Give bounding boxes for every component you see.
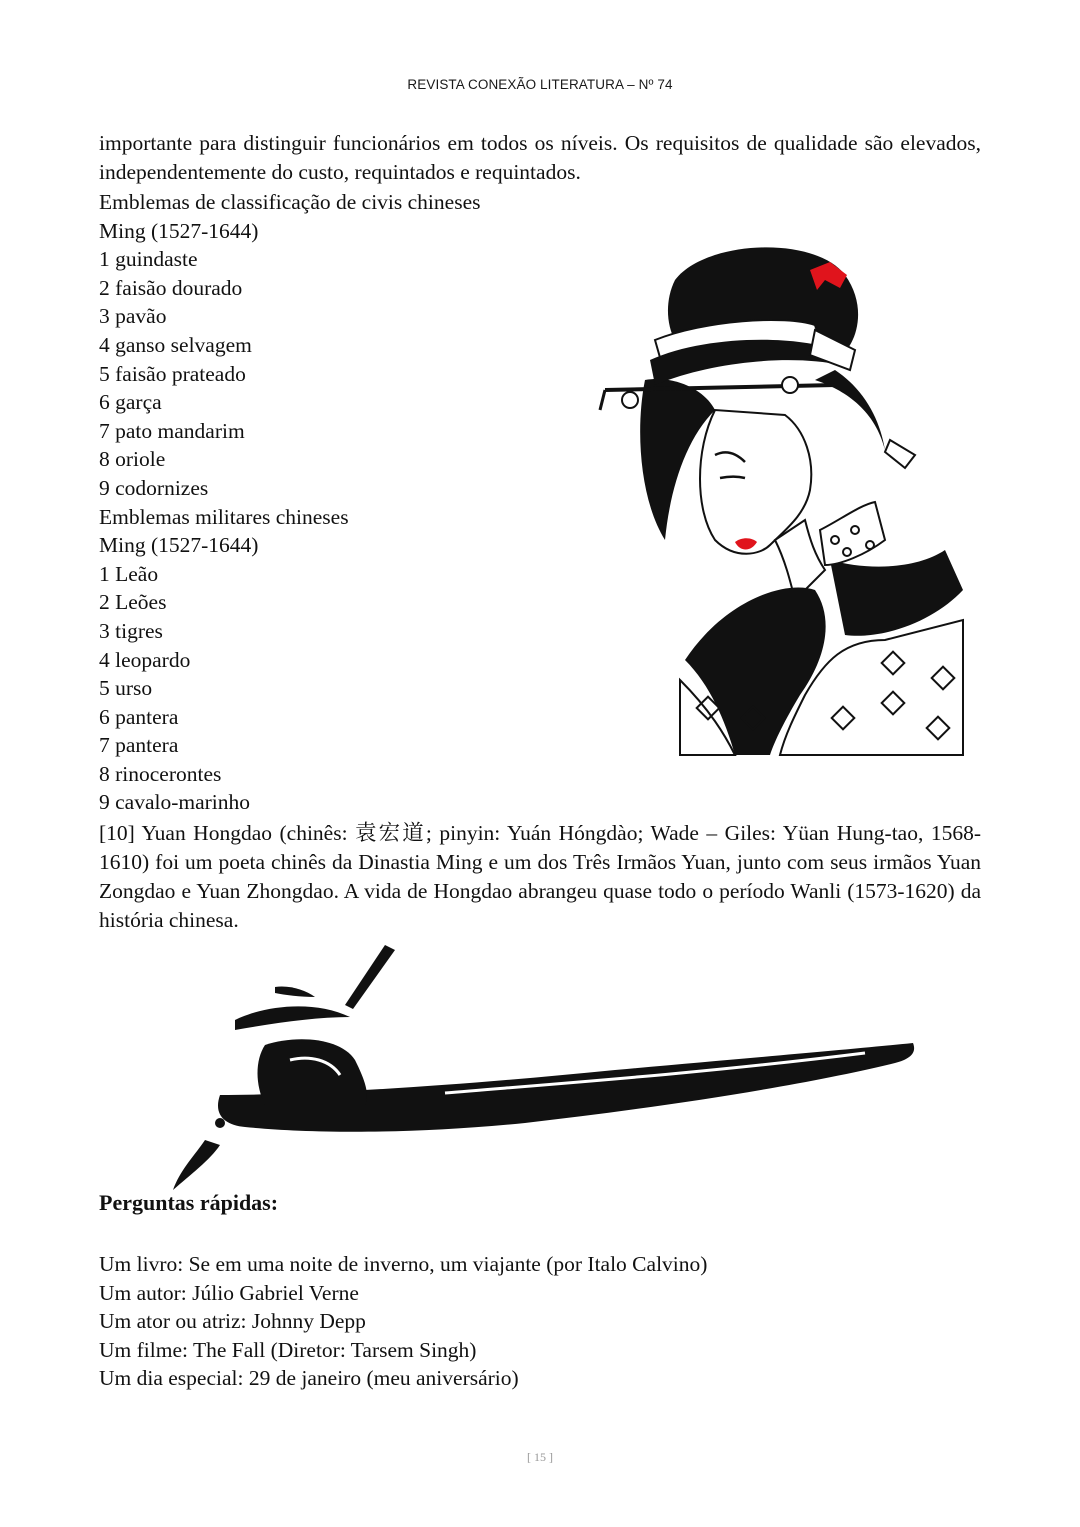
list-item: 1 guindaste [99,247,198,272]
list-item: Um livro: Se em uma noite de inverno, um viajante (por Italo Calvino) [99,1252,708,1276]
list-item: 9 codornizes [99,475,209,500]
list-item: 5 urso [99,676,153,701]
military-list-heading: Emblemas militares chineses [99,504,349,529]
list-item: Um ator ou atriz: Johnny Depp [99,1309,366,1334]
list-item: Um filme: The Fall (Diretor: Tarsem Singh) [99,1337,477,1362]
geisha-illustration [585,240,965,760]
list-item: 9 cavalo-marinho [99,790,251,815]
list-item: 3 pavão [99,304,167,329]
civil-list-period: Ming (1527-1644) [99,218,259,243]
list-item: 4 ganso selvagem [99,332,252,357]
page-number: [ 15 ] [527,1450,553,1464]
list-item: 3 tigres [99,618,163,643]
civil-list-heading: Emblemas de classificação de civis chineses [99,190,481,214]
list-item: 6 pantera [99,704,179,729]
quick-questions-heading: Perguntas rápidas: [99,1190,279,1215]
list-item: Um dia especial: 29 de janeiro (meu aniversário) [99,1366,519,1391]
ink-splash [173,1140,220,1190]
list-item: 4 leopardo [99,647,191,672]
list-item: 6 garça [99,390,162,415]
list-item: 7 pantera [99,733,179,758]
boatman-body [258,1039,367,1105]
list-item: 5 faisão prateado [99,361,246,386]
ink-boat-illustration [165,945,925,1195]
emblem-lists [99,188,599,817]
list-item: 8 oriole [99,447,166,472]
list-item: 7 pato mandarim [99,418,245,443]
intro-paragraph: importante para distinguir funcionários em todos os níveis. Os requisitos de qualidade são elevados, independentemente do custo, requintados e requintados. [99,131,981,184]
list-item: 8 rinocerontes [99,761,222,786]
boatman-hat [235,1006,350,1030]
hair-right [815,370,885,450]
list-item: 1 Leão [99,561,159,586]
oar [345,945,395,1009]
hair-pin [605,385,835,390]
quick-questions-list [99,1250,707,1393]
list-item: 2 faisão dourado [99,275,243,300]
footnote-paragraph: [10] Yuan Hongdao (chinês: 袁宏道; pinyin: Yuán Hóngdào; Wade – Giles: Yüan Hung-tao, 1568-1610) foi um poeta chinês da Dinastia Ming e um dos Três Irmãos Yuan, junto com seus irmãos Yuan Zongdao e Yuan Zhongdao. A vida de Hongdao abrangeu quase todo o período Wanli (1573-1620) da história chinesa. [99,821,981,932]
list-item: 2 Leões [99,590,167,615]
running-header: REVISTA CONEXÃO LITERATURA – Nº 74 [407,77,673,92]
list-item: Um autor: Júlio Gabriel Verne [99,1280,359,1305]
military-list-period: Ming (1527-1644) [99,533,259,558]
